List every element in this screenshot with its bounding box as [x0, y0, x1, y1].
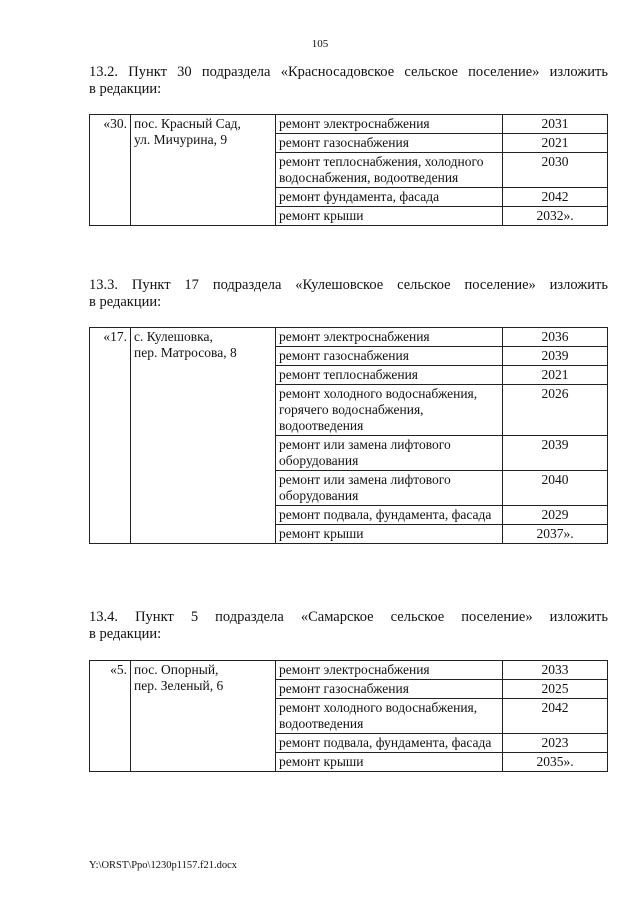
work-cell: ремонт крыши: [276, 525, 503, 544]
year-cell: 2023: [503, 734, 608, 753]
year-cell: 2021: [503, 366, 608, 385]
table-section-13-3: [89, 327, 608, 544]
document-file-path: Y:\ORST\Ppo\1230p1157.f21.docx: [89, 860, 237, 871]
year-cell: 2030: [503, 153, 608, 188]
work-cell: ремонт газоснабжения: [276, 134, 503, 153]
work-cell: ремонт фундамента, фасада: [276, 188, 503, 207]
address-line: ул. Мичурина, 9: [134, 132, 228, 147]
address-line: пер. Зеленый, 6: [134, 678, 224, 693]
heading-line: 13.3. Пункт 17 подраздела «Кулешовское сельское поселение» изложить: [89, 277, 608, 293]
table-row: [90, 115, 608, 134]
table-section-13-4: [89, 660, 608, 772]
heading-line: в редакции:: [89, 294, 162, 310]
work-cell: ремонт холодного водоснабжения, водоотведения: [276, 699, 503, 734]
address-line: пос. Опорный,: [134, 662, 219, 677]
year-cell: 2039: [503, 436, 608, 471]
address-line: с. Кулешовка,: [134, 329, 213, 344]
work-cell: ремонт газоснабжения: [276, 680, 503, 699]
work-cell: ремонт подвала, фундамента, фасада: [276, 506, 503, 525]
item-number: «17.: [90, 328, 131, 544]
work-cell: ремонт крыши: [276, 207, 503, 226]
address-line: пос. Красный Сад,: [134, 116, 241, 131]
item-number: «5.: [90, 661, 131, 772]
year-cell: 2036: [503, 328, 608, 347]
heading-line: 13.2. Пункт 30 подраздела «Красносадовское сельское поселение» изложить: [89, 64, 608, 80]
address-cell: [131, 661, 276, 772]
work-cell: ремонт электроснабжения: [276, 328, 503, 347]
section-heading-13-2: [89, 64, 608, 98]
section-heading-13-4: [89, 609, 608, 643]
work-cell: ремонт теплоснабжения, холодного водоснабжения, водоотведения: [276, 153, 503, 188]
address-line: пер. Матросова, 8: [134, 345, 237, 360]
year-cell: 2032».: [503, 207, 608, 226]
work-cell: ремонт или замена лифтового оборудования: [276, 471, 503, 506]
year-cell: 2042: [503, 699, 608, 734]
work-cell: ремонт холодного водоснабжения, горячего водоснабжения, водоотведения: [276, 385, 503, 436]
table-row: [90, 661, 608, 680]
year-cell: 2029: [503, 506, 608, 525]
work-cell: ремонт электроснабжения: [276, 661, 503, 680]
year-cell: 2035».: [503, 753, 608, 772]
item-number: «30.: [90, 115, 131, 226]
work-cell: ремонт или замена лифтового оборудования: [276, 436, 503, 471]
table-row: [90, 328, 608, 347]
year-cell: 2026: [503, 385, 608, 436]
year-cell: 2039: [503, 347, 608, 366]
work-cell: ремонт крыши: [276, 753, 503, 772]
table-section-13-2: [89, 114, 608, 226]
work-cell: ремонт газоснабжения: [276, 347, 503, 366]
page-number: 105: [311, 38, 329, 50]
year-cell: 2031: [503, 115, 608, 134]
section-heading-13-3: [89, 277, 608, 311]
work-cell: ремонт теплоснабжения: [276, 366, 503, 385]
heading-line: в редакции:: [89, 626, 162, 642]
year-cell: 2033: [503, 661, 608, 680]
year-cell: 2040: [503, 471, 608, 506]
heading-line: 13.4. Пункт 5 подраздела «Самарское сельское поселение» изложить: [89, 609, 608, 625]
year-cell: 2037».: [503, 525, 608, 544]
address-cell: [131, 115, 276, 226]
address-cell: [131, 328, 276, 544]
year-cell: 2025: [503, 680, 608, 699]
year-cell: 2042: [503, 188, 608, 207]
work-cell: ремонт подвала, фундамента, фасада: [276, 734, 503, 753]
work-cell: ремонт электроснабжения: [276, 115, 503, 134]
year-cell: 2021: [503, 134, 608, 153]
heading-line: в редакции:: [89, 81, 162, 97]
